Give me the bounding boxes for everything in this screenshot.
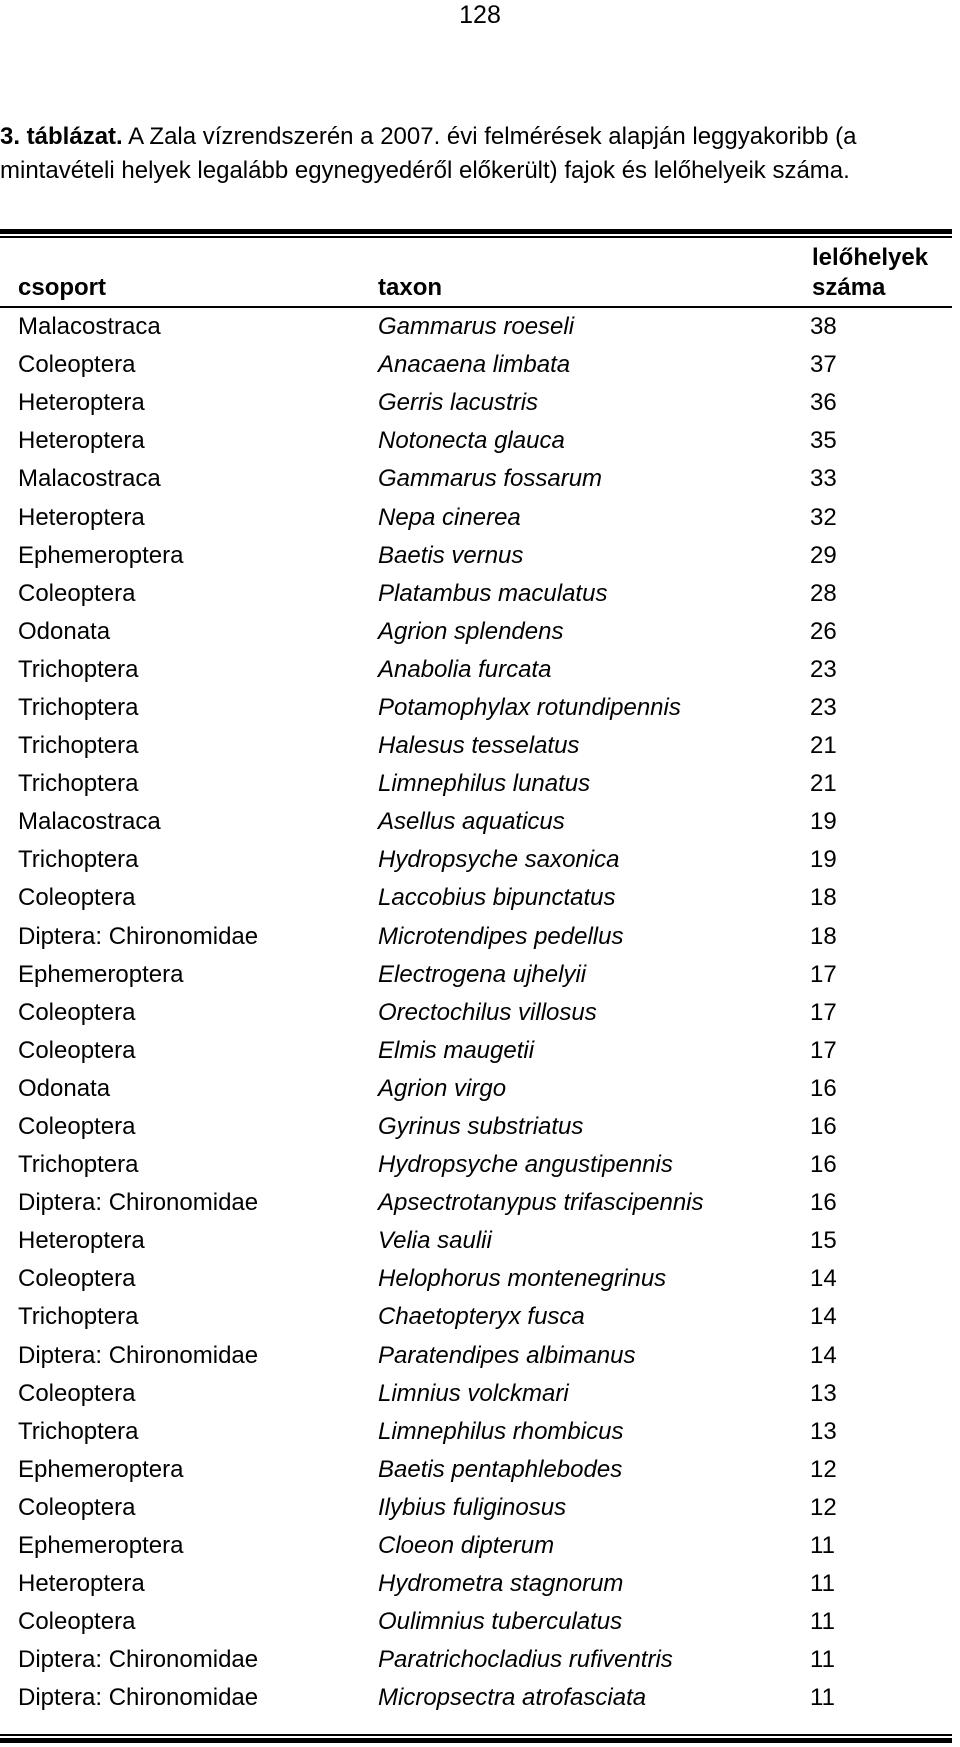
cell-group: Ephemeroptera bbox=[18, 1532, 184, 1560]
table-row bbox=[0, 841, 952, 879]
cell-taxon: Microtendipes pedellus bbox=[378, 922, 624, 950]
header-taxon: taxon bbox=[360, 243, 810, 307]
cell-taxon: Gyrinus substriatus bbox=[378, 1113, 584, 1141]
cell-taxon: Agrion virgo bbox=[378, 1074, 507, 1102]
cell-taxon: Hydropsyche angustipennis bbox=[378, 1151, 673, 1179]
cell-count: 21 bbox=[810, 732, 837, 760]
table-row bbox=[0, 1641, 952, 1679]
table-row bbox=[0, 537, 952, 575]
cell-count: 38 bbox=[810, 313, 837, 341]
cell-taxon: Gammarus roeseli bbox=[378, 313, 575, 341]
cell-taxon: Anacaena limbata bbox=[378, 351, 571, 379]
cell-taxon: Chaetopteryx fusca bbox=[378, 1303, 585, 1331]
cell-group: Trichoptera bbox=[18, 1303, 139, 1331]
cell-count: 11 bbox=[810, 1646, 835, 1674]
cell-taxon: Gammarus fossarum bbox=[378, 465, 603, 493]
cell-taxon: Nepa cinerea bbox=[378, 503, 521, 531]
cell-group: Diptera: Chironomidae bbox=[18, 1189, 259, 1217]
table-body bbox=[0, 307, 952, 1717]
cell-count: 19 bbox=[810, 846, 837, 874]
cell-taxon: Platambus maculatus bbox=[378, 579, 608, 607]
cell-taxon: Electrogena ujhelyii bbox=[378, 960, 587, 988]
cell-count: 17 bbox=[810, 998, 837, 1026]
table-row bbox=[0, 1413, 952, 1451]
cell-group: Coleoptera bbox=[18, 351, 136, 379]
cell-taxon: Anabolia furcata bbox=[378, 655, 552, 683]
cell-taxon: Oulimnius tuberculatus bbox=[378, 1608, 623, 1636]
cell-group: Odonata bbox=[18, 617, 111, 645]
table-row bbox=[0, 1260, 952, 1298]
cell-taxon: Agrion splendens bbox=[378, 617, 564, 645]
cell-count: 16 bbox=[810, 1074, 837, 1102]
cell-count: 37 bbox=[810, 351, 837, 379]
table-header-row bbox=[0, 243, 952, 307]
cell-count: 14 bbox=[810, 1303, 837, 1331]
cell-taxon: Baetis vernus bbox=[378, 541, 524, 569]
table-row bbox=[0, 1184, 952, 1222]
cell-taxon: Paratendipes albimanus bbox=[378, 1341, 636, 1369]
cell-group: Coleoptera bbox=[18, 884, 136, 912]
cell-group: Heteroptera bbox=[18, 1227, 145, 1255]
cell-taxon: Potamophylax rotundipennis bbox=[378, 693, 681, 721]
cell-taxon: Velia saulii bbox=[378, 1227, 492, 1255]
cell-group: Ephemeroptera bbox=[18, 960, 184, 988]
table-row bbox=[0, 1108, 952, 1146]
cell-taxon: Helophorus montenegrinus bbox=[378, 1265, 667, 1293]
cell-taxon: Elmis maugetii bbox=[378, 1036, 535, 1064]
cell-taxon: Notonecta glauca bbox=[378, 427, 565, 455]
header-count-line1: lelőhelyek bbox=[812, 244, 929, 271]
cell-taxon: Hydropsyche saxonica bbox=[378, 846, 620, 874]
cell-taxon: Hydrometra stagnorum bbox=[378, 1570, 624, 1598]
cell-taxon: Baetis pentaphlebodes bbox=[378, 1455, 623, 1483]
header-count bbox=[810, 243, 952, 307]
table-row bbox=[0, 1489, 952, 1527]
cell-taxon: Limnephilus lunatus bbox=[378, 770, 591, 798]
cell-count: 16 bbox=[810, 1113, 837, 1141]
table-row bbox=[0, 460, 952, 498]
table-row bbox=[0, 1603, 952, 1641]
table-row bbox=[0, 1070, 952, 1108]
cell-count: 23 bbox=[810, 693, 837, 721]
caption-label: 3. táblázat. bbox=[0, 123, 123, 150]
cell-count: 18 bbox=[810, 884, 837, 912]
table-row bbox=[0, 307, 952, 346]
cell-count: 33 bbox=[810, 465, 837, 493]
header-group: csoport bbox=[0, 243, 360, 307]
cell-count: 36 bbox=[810, 389, 837, 417]
cell-taxon: Orectochilus villosus bbox=[378, 998, 597, 1026]
cell-count: 11 bbox=[810, 1608, 835, 1636]
cell-taxon: Paratrichocladius rufiventris bbox=[378, 1646, 673, 1674]
species-table-container bbox=[0, 243, 952, 1717]
cell-count: 11 bbox=[810, 1684, 835, 1712]
table-row bbox=[0, 956, 952, 994]
table-row bbox=[0, 879, 952, 917]
cell-group: Malacostraca bbox=[18, 465, 161, 493]
table-row bbox=[0, 1451, 952, 1489]
table-row bbox=[0, 994, 952, 1032]
cell-taxon: Asellus aquaticus bbox=[378, 808, 565, 836]
cell-group: Trichoptera bbox=[18, 1151, 139, 1179]
cell-count: 28 bbox=[810, 579, 837, 607]
cell-group: Ephemeroptera bbox=[18, 541, 184, 569]
cell-taxon: Micropsectra atrofasciata bbox=[378, 1684, 647, 1712]
table-top-rule bbox=[0, 229, 952, 238]
cell-group: Coleoptera bbox=[18, 1379, 136, 1407]
table-row bbox=[0, 1565, 952, 1603]
table-row bbox=[0, 918, 952, 956]
cell-count: 12 bbox=[810, 1455, 837, 1483]
table-caption bbox=[0, 120, 950, 188]
table-row bbox=[0, 803, 952, 841]
table-row bbox=[0, 498, 952, 536]
cell-group: Diptera: Chironomidae bbox=[18, 922, 259, 950]
table-row bbox=[0, 765, 952, 803]
table-bottom-rule bbox=[0, 1734, 952, 1743]
table-row bbox=[0, 384, 952, 422]
cell-count: 12 bbox=[810, 1493, 837, 1521]
cell-group: Diptera: Chironomidae bbox=[18, 1684, 259, 1712]
table-row bbox=[0, 1146, 952, 1184]
table-row bbox=[0, 613, 952, 651]
cell-count: 15 bbox=[810, 1227, 837, 1255]
cell-count: 35 bbox=[810, 427, 837, 455]
cell-group: Heteroptera bbox=[18, 389, 145, 417]
cell-group: Coleoptera bbox=[18, 1608, 136, 1636]
cell-count: 26 bbox=[810, 617, 837, 645]
cell-group: Malacostraca bbox=[18, 808, 161, 836]
table-row bbox=[0, 727, 952, 765]
cell-count: 17 bbox=[810, 1036, 837, 1064]
table-row bbox=[0, 1032, 952, 1070]
cell-group: Heteroptera bbox=[18, 1570, 145, 1598]
cell-group: Heteroptera bbox=[18, 427, 145, 455]
cell-count: 13 bbox=[810, 1417, 837, 1445]
cell-group: Coleoptera bbox=[18, 1265, 136, 1293]
cell-count: 11 bbox=[810, 1532, 835, 1560]
cell-taxon: Gerris lacustris bbox=[378, 389, 539, 417]
cell-group: Malacostraca bbox=[18, 313, 161, 341]
table-row bbox=[0, 689, 952, 727]
cell-count: 23 bbox=[810, 655, 837, 683]
table-row bbox=[0, 1337, 952, 1375]
table-row bbox=[0, 1222, 952, 1260]
table-row bbox=[0, 1375, 952, 1413]
cell-taxon: Ilybius fuliginosus bbox=[378, 1493, 567, 1521]
cell-group: Trichoptera bbox=[18, 1417, 139, 1445]
cell-group: Diptera: Chironomidae bbox=[18, 1646, 259, 1674]
table-row bbox=[0, 422, 952, 460]
table-row bbox=[0, 575, 952, 613]
table-row bbox=[0, 346, 952, 384]
cell-group: Trichoptera bbox=[18, 846, 139, 874]
cell-count: 14 bbox=[810, 1341, 837, 1369]
cell-group: Heteroptera bbox=[18, 503, 145, 531]
cell-taxon: Limnius volckmari bbox=[378, 1379, 569, 1407]
cell-count: 29 bbox=[810, 541, 837, 569]
cell-taxon: Laccobius bipunctatus bbox=[378, 884, 616, 912]
cell-group: Trichoptera bbox=[18, 732, 139, 760]
cell-group: Coleoptera bbox=[18, 1493, 136, 1521]
page-number: 128 bbox=[459, 1, 501, 29]
cell-count: 18 bbox=[810, 922, 837, 950]
cell-count: 32 bbox=[810, 503, 837, 531]
cell-count: 16 bbox=[810, 1189, 837, 1217]
cell-group: Coleoptera bbox=[18, 998, 136, 1026]
cell-count: 16 bbox=[810, 1151, 837, 1179]
cell-group: Coleoptera bbox=[18, 1113, 136, 1141]
cell-taxon: Limnephilus rhombicus bbox=[378, 1417, 624, 1445]
cell-group: Coleoptera bbox=[18, 1036, 136, 1064]
cell-count: 21 bbox=[810, 770, 837, 798]
cell-group: Trichoptera bbox=[18, 693, 139, 721]
cell-count: 14 bbox=[810, 1265, 837, 1293]
table-row bbox=[0, 1298, 952, 1336]
cell-group: Trichoptera bbox=[18, 655, 139, 683]
table-row bbox=[0, 651, 952, 689]
cell-group: Coleoptera bbox=[18, 579, 136, 607]
cell-count: 13 bbox=[810, 1379, 837, 1407]
cell-group: Diptera: Chironomidae bbox=[18, 1341, 259, 1369]
species-table bbox=[0, 243, 952, 1717]
cell-count: 11 bbox=[810, 1570, 835, 1598]
cell-group: Trichoptera bbox=[18, 770, 139, 798]
caption-text: A Zala vízrendszerén a 2007. évi felmérések alapján leggyakoribb (a mintavételi helyek legalább egynegyedéről előkerült) fajok és lelőhelyeik száma. bbox=[0, 123, 857, 184]
cell-count: 19 bbox=[810, 808, 837, 836]
cell-count: 17 bbox=[810, 960, 837, 988]
header-count-line2: száma bbox=[812, 274, 886, 301]
cell-group: Odonata bbox=[18, 1074, 111, 1102]
cell-taxon: Apsectrotanypus trifascipennis bbox=[378, 1189, 704, 1217]
cell-group: Ephemeroptera bbox=[18, 1455, 184, 1483]
cell-taxon: Cloeon dipterum bbox=[378, 1532, 555, 1560]
cell-taxon: Halesus tesselatus bbox=[378, 732, 580, 760]
table-row bbox=[0, 1527, 952, 1565]
table-row bbox=[0, 1679, 952, 1717]
